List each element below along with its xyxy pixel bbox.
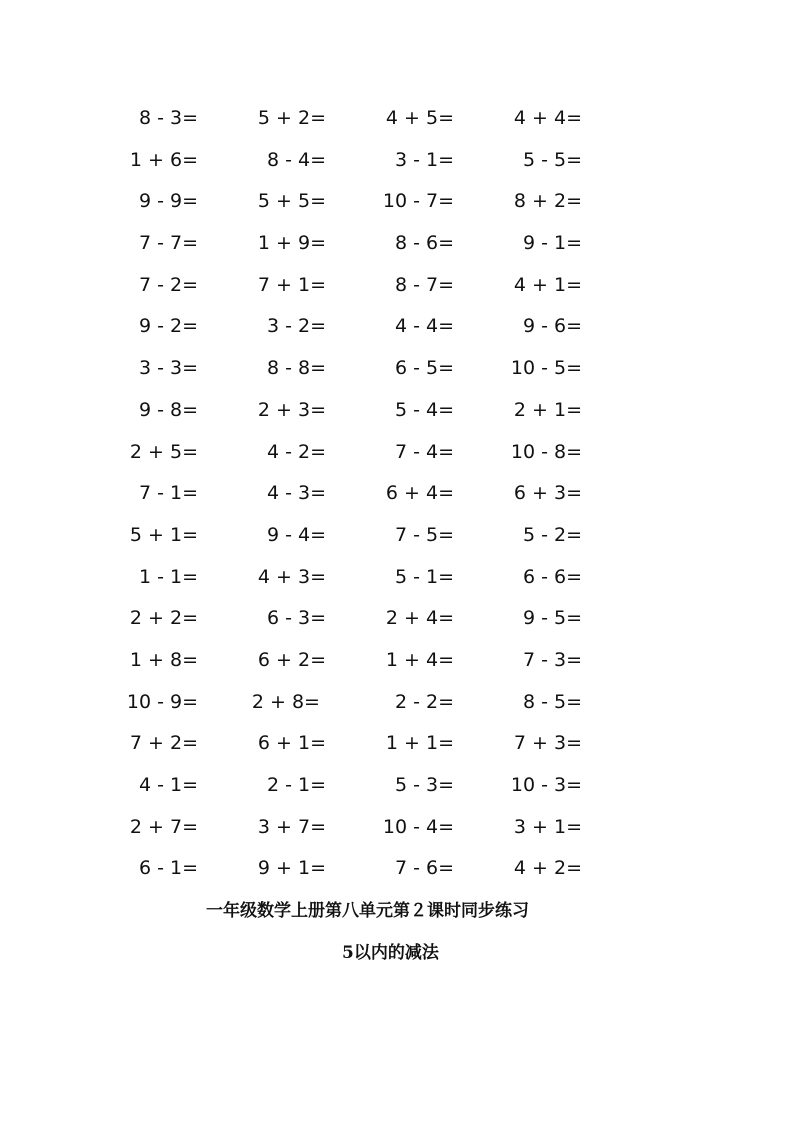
equation: 5 - 5= — [522, 148, 582, 171]
equation-row — [0, 516, 794, 558]
equation: 6 - 6= — [522, 565, 582, 588]
equation: 1 + 9= — [257, 232, 326, 255]
equation-row — [0, 433, 794, 475]
equation-row — [0, 474, 794, 516]
equation: 6 + 2= — [257, 648, 326, 671]
equation: 7 + 3= — [513, 732, 582, 755]
equation-row — [0, 599, 794, 641]
equation: 8 - 5= — [522, 690, 582, 713]
equation: 2 + 5= — [129, 440, 198, 463]
worksheet-subtitle: 5以内的减法 — [342, 943, 439, 963]
equation: 5 + 1= — [129, 523, 198, 546]
equation: 7 - 6= — [394, 857, 454, 880]
equation: 5 + 5= — [257, 190, 326, 213]
equation: 4 + 5= — [385, 107, 454, 129]
equation: 8 + 2= — [513, 190, 582, 213]
equation: 4 + 1= — [513, 273, 582, 296]
equation: 3 + 1= — [513, 815, 582, 838]
worksheet-title: 一年级数学上册第八单元第２课时同步练习 — [206, 901, 529, 921]
equation: 2 + 7= — [129, 815, 198, 838]
equation: 10 - 9= — [126, 690, 198, 713]
equation: 3 - 1= — [394, 148, 454, 171]
equation: 6 - 3= — [266, 607, 326, 630]
equation: 4 - 2= — [266, 440, 326, 463]
equation: 2 + 2= — [129, 607, 198, 630]
equation: 2 + 8= — [251, 690, 326, 713]
equation: 8 - 8= — [266, 357, 326, 380]
equation: 1 + 6= — [129, 148, 198, 171]
equation-row — [0, 224, 794, 266]
equation: 2 - 2= — [394, 690, 454, 713]
equation: 5 - 1= — [394, 565, 454, 588]
equation: 4 + 2= — [513, 857, 582, 880]
equation-row — [0, 683, 794, 725]
equation: 6 + 1= — [257, 732, 326, 755]
equation: 8 - 4= — [266, 148, 326, 171]
equation: 5 - 3= — [394, 774, 454, 796]
equation: 2 + 4= — [385, 607, 454, 630]
equation: 7 - 5= — [394, 523, 454, 546]
equation: 5 + 2= — [257, 107, 326, 129]
equation: 4 + 3= — [257, 565, 326, 588]
equation: 1 + 8= — [129, 648, 198, 671]
equation: 4 - 4= — [394, 315, 454, 338]
equation: 3 - 3= — [138, 357, 198, 380]
equation: 9 + 1= — [257, 857, 326, 880]
equation-row — [0, 141, 794, 183]
equation-row — [0, 558, 794, 600]
equation: 8 - 6= — [394, 232, 454, 255]
equation: 9 - 8= — [138, 398, 198, 421]
equation: 9 - 9= — [138, 190, 198, 213]
equation: 4 - 1= — [138, 774, 198, 796]
equation: 7 - 1= — [138, 482, 198, 505]
equation-row — [0, 182, 794, 224]
equation: 1 + 4= — [385, 648, 454, 671]
equation: 1 + 1= — [385, 732, 454, 755]
equation-grid — [0, 99, 794, 891]
equation: 10 - 5= — [510, 357, 582, 380]
equation: 6 - 1= — [138, 857, 198, 880]
equation: 6 - 5= — [394, 357, 454, 380]
equation: 10 - 3= — [510, 774, 582, 796]
equation: 7 - 2= — [138, 273, 198, 296]
equation: 8 - 7= — [394, 273, 454, 296]
equation: 2 + 1= — [513, 398, 582, 421]
equation: 2 - 1= — [266, 774, 326, 796]
equation: 5 - 4= — [394, 398, 454, 421]
equation-row — [0, 849, 794, 891]
equation: 7 + 1= — [257, 273, 326, 296]
equation-row — [0, 307, 794, 349]
equation: 3 + 7= — [257, 815, 326, 838]
equation-row — [0, 724, 794, 766]
equation: 7 - 3= — [522, 648, 582, 671]
equation-row — [0, 641, 794, 683]
equation-row — [0, 766, 794, 808]
equation: 10 - 4= — [382, 815, 454, 838]
equation: 9 - 6= — [522, 315, 582, 338]
equation: 9 - 5= — [522, 607, 582, 630]
equation-row — [0, 808, 794, 850]
equation: 6 + 4= — [385, 482, 454, 505]
equation: 10 - 7= — [382, 190, 454, 213]
equation: 1 - 1= — [138, 565, 198, 588]
equation-row — [0, 266, 794, 308]
equation: 9 - 4= — [266, 523, 326, 546]
equation: 7 - 7= — [138, 232, 198, 255]
equation: 2 + 3= — [257, 398, 326, 421]
equation: 10 - 8= — [510, 440, 582, 463]
equation: 3 - 2= — [266, 315, 326, 338]
equation-row — [0, 349, 794, 391]
equation-row — [0, 391, 794, 433]
equation: 9 - 1= — [522, 232, 582, 255]
equation: 5 - 2= — [522, 523, 582, 546]
equation: 9 - 2= — [138, 315, 198, 338]
equation: 8 - 3= — [138, 107, 198, 129]
equation: 7 + 2= — [129, 732, 198, 755]
equation: 4 + 4= — [513, 107, 582, 129]
equation: 4 - 3= — [266, 482, 326, 505]
equation: 6 + 3= — [513, 482, 582, 505]
equation: 7 - 4= — [394, 440, 454, 463]
equation-row — [0, 99, 794, 141]
